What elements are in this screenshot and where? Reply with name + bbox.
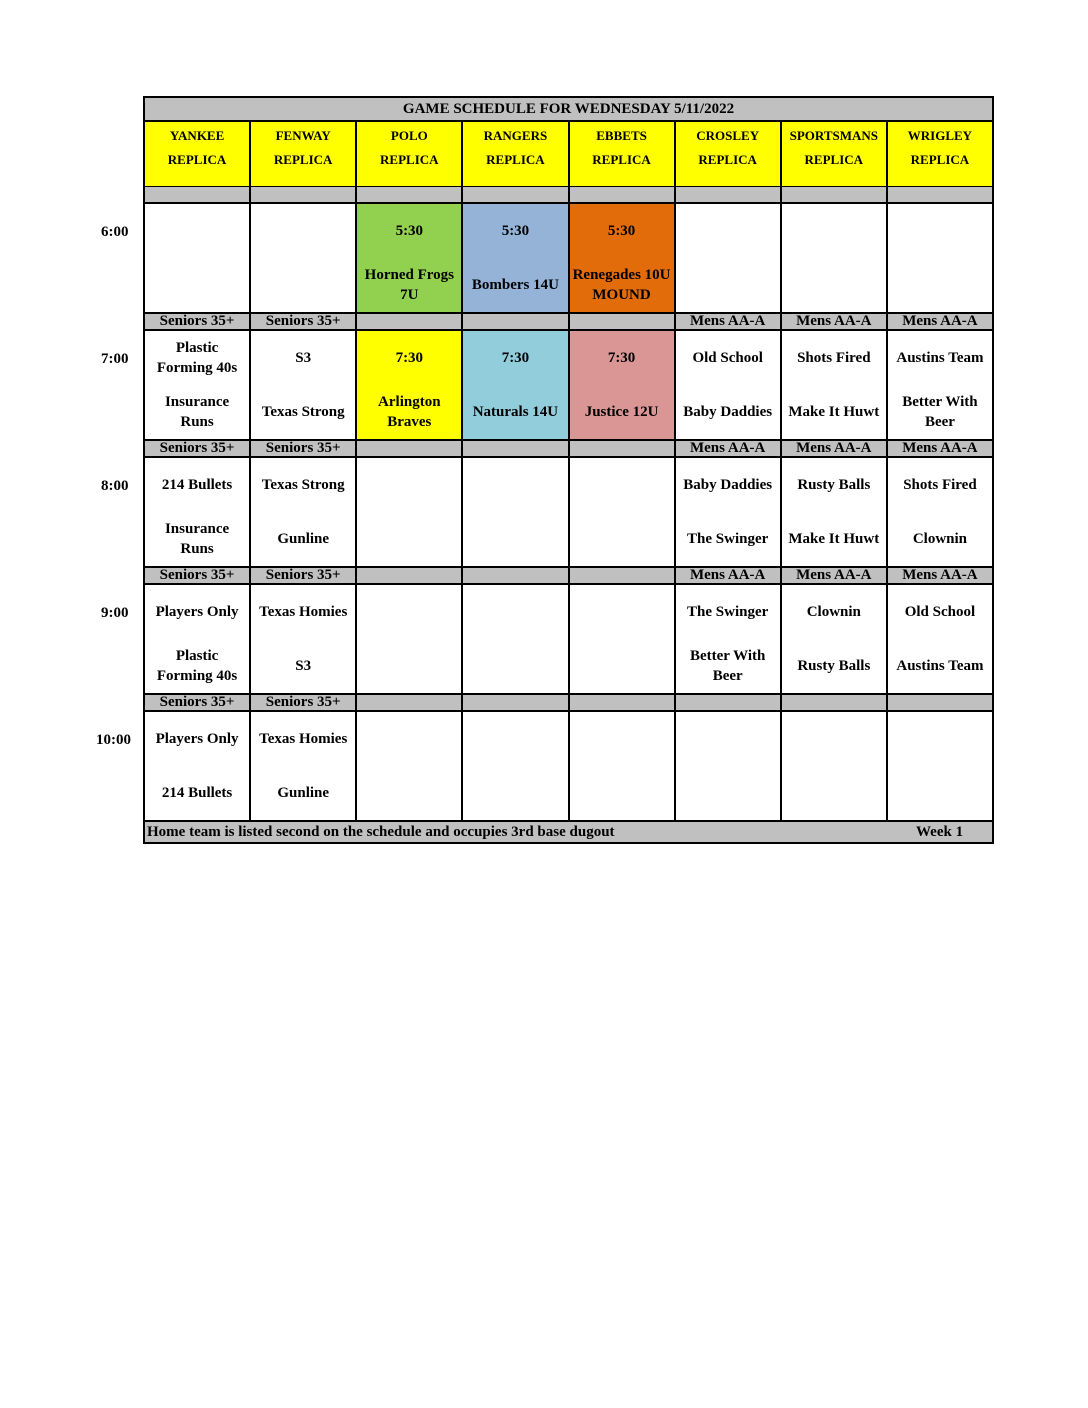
field-subtitle: REPLICA — [910, 152, 970, 167]
game-top-entry: Texas Homies — [259, 731, 348, 747]
game-top-entry: Old School — [692, 350, 763, 366]
field-header-row — [145, 122, 992, 187]
game-cell — [886, 331, 992, 439]
game-cell — [674, 585, 780, 693]
league-label — [355, 568, 461, 583]
game-bottom-entry — [570, 766, 674, 820]
game-bottom-entry: Renegades 10U MOUND — [572, 267, 671, 303]
game-bottom-entry: Insurance Runs — [164, 394, 230, 430]
schedule-table — [143, 96, 994, 844]
header-spacer-band — [145, 187, 992, 204]
league-label: Seniors 35+ — [145, 695, 249, 710]
league-label: Seniors 35+ — [145, 314, 249, 329]
game-top-entry — [676, 204, 780, 258]
field-name: FENWAY — [275, 128, 331, 143]
field-subtitle: REPLICA — [273, 152, 333, 167]
game-top-entry — [570, 712, 674, 766]
game-cell — [355, 712, 461, 820]
game-top-entry: 5:30 — [607, 223, 636, 239]
league-label — [355, 441, 461, 456]
game-top-entry: 7:30 — [501, 350, 530, 366]
field-subtitle: REPLICA — [592, 152, 651, 167]
field-header-fenway — [249, 122, 355, 186]
league-label — [461, 568, 567, 583]
game-cell — [355, 585, 461, 693]
game-bottom-entry: Rusty Balls — [797, 658, 871, 674]
spacer-cell — [674, 187, 780, 202]
field-name: POLO — [390, 128, 428, 143]
league-label — [568, 695, 674, 710]
game-bottom-entry — [570, 512, 674, 566]
league-label: Seniors 35+ — [249, 314, 355, 329]
game-cell — [780, 331, 886, 439]
field-header-sportsmans — [780, 122, 886, 186]
game-top-entry — [357, 712, 461, 766]
field-name: SPORTSMANS — [789, 128, 879, 143]
game-top-entry: Rusty Balls — [797, 477, 871, 493]
game-cell — [461, 204, 567, 312]
league-label: Seniors 35+ — [145, 568, 249, 583]
game-cell — [780, 204, 886, 312]
league-label: Mens AA-A — [886, 314, 992, 329]
game-bottom-entry: Austins Team — [896, 658, 984, 674]
game-top-entry: Old School — [904, 604, 976, 620]
game-bottom-entry: Baby Daddies — [683, 404, 773, 420]
field-header-rangers — [461, 122, 567, 186]
league-label: Mens AA-A — [780, 314, 886, 329]
game-top-entry: Texas Homies — [259, 604, 348, 620]
field-subtitle: REPLICA — [486, 152, 545, 167]
spacer-cell — [780, 187, 886, 202]
time-label: 9:00 — [101, 605, 129, 621]
game-top-entry: 5:30 — [395, 223, 424, 239]
game-top-entry: Players Only — [155, 604, 239, 620]
game-cell — [780, 585, 886, 693]
schedule-footer — [145, 822, 992, 842]
league-label: Seniors 35+ — [249, 441, 355, 456]
game-cell — [886, 204, 992, 312]
week-label: Week 1 — [916, 824, 964, 840]
game-cell — [249, 585, 355, 693]
time-label: 7:00 — [101, 351, 129, 367]
game-cell — [886, 585, 992, 693]
field-name: WRIGLEY — [907, 128, 973, 143]
game-bottom-entry: Bombers 14U — [471, 277, 559, 293]
league-band — [145, 568, 992, 585]
game-cell — [886, 458, 992, 566]
game-top-entry: Players Only — [155, 731, 239, 747]
league-label — [568, 568, 674, 583]
game-bottom-entry — [888, 766, 992, 820]
field-name: YANKEE — [169, 128, 225, 143]
game-bottom-entry — [676, 766, 780, 820]
game-cell — [355, 458, 461, 566]
field-subtitle: REPLICA — [167, 152, 227, 167]
league-label — [355, 314, 461, 329]
game-bottom-entry: Gunline — [277, 531, 330, 547]
game-cell — [568, 458, 674, 566]
game-bottom-entry: Make It Huwt — [788, 531, 880, 547]
game-top-entry — [463, 712, 567, 766]
game-cell — [145, 712, 249, 820]
game-bottom-entry — [782, 258, 886, 312]
league-band — [145, 695, 992, 712]
game-cell — [674, 204, 780, 312]
league-label — [886, 695, 992, 710]
game-cell — [780, 458, 886, 566]
league-label: Mens AA-A — [780, 441, 886, 456]
time-slot-row — [145, 331, 992, 441]
game-cell — [886, 712, 992, 820]
game-cell — [674, 712, 780, 820]
league-label: Seniors 35+ — [249, 568, 355, 583]
game-top-entry — [251, 204, 355, 258]
game-cell — [145, 458, 249, 566]
game-bottom-entry — [570, 639, 674, 693]
game-top-entry: 7:30 — [607, 350, 636, 366]
game-cell — [249, 204, 355, 312]
game-bottom-entry — [357, 639, 461, 693]
game-cell — [674, 458, 780, 566]
game-cell — [461, 585, 567, 693]
spacer-cell — [886, 187, 992, 202]
game-bottom-entry: Gunline — [277, 785, 330, 801]
game-top-entry: 5:30 — [501, 223, 530, 239]
game-bottom-entry: Arlington Braves — [378, 394, 441, 430]
field-name: RANGERS — [483, 128, 548, 143]
game-bottom-entry: Horned Frogs 7U — [364, 267, 454, 303]
game-bottom-entry: Justice 12U — [584, 404, 659, 420]
spacer-cell — [249, 187, 355, 202]
game-cell — [568, 204, 674, 312]
game-bottom-entry — [463, 766, 567, 820]
game-cell — [145, 331, 249, 439]
game-bottom-entry — [357, 766, 461, 820]
game-top-entry — [782, 712, 886, 766]
home-team-note: Home team is listed second on the schedule and occupies 3rd base dugout — [147, 824, 615, 840]
game-top-entry — [463, 458, 567, 512]
game-bottom-entry: Better With Beer — [689, 648, 766, 684]
time-slot-row — [145, 458, 992, 568]
game-cell — [568, 712, 674, 820]
game-cell — [568, 331, 674, 439]
game-bottom-entry — [676, 258, 780, 312]
field-header-polo — [355, 122, 461, 186]
game-cell — [355, 204, 461, 312]
league-label: Mens AA-A — [780, 568, 886, 583]
spacer-cell — [145, 187, 249, 202]
game-cell — [674, 331, 780, 439]
time-label: 10:00 — [96, 732, 131, 748]
league-label: Mens AA-A — [674, 441, 780, 456]
league-label — [461, 314, 567, 329]
game-top-entry: Baby Daddies — [683, 477, 773, 493]
league-label: Mens AA-A — [674, 568, 780, 583]
league-band — [145, 314, 992, 331]
game-top-entry — [888, 204, 992, 258]
game-bottom-entry — [251, 258, 355, 312]
field-subtitle: REPLICA — [698, 152, 757, 167]
game-top-entry — [888, 712, 992, 766]
game-top-entry — [782, 204, 886, 258]
game-cell — [145, 204, 249, 312]
league-label — [461, 441, 567, 456]
field-header-crosley — [674, 122, 780, 186]
game-cell — [355, 331, 461, 439]
spacer-cell — [355, 187, 461, 202]
spacer-cell — [461, 187, 567, 202]
game-top-entry: The Swinger — [687, 604, 769, 620]
game-cell — [780, 712, 886, 820]
league-band — [145, 441, 992, 458]
field-name: CROSLEY — [696, 128, 760, 143]
league-label: Mens AA-A — [886, 568, 992, 583]
game-top-entry: Texas Strong — [261, 477, 345, 493]
game-top-entry: S3 — [295, 350, 312, 366]
game-bottom-entry: S3 — [295, 658, 312, 674]
spacer-cell — [568, 187, 674, 202]
game-top-entry: 7:30 — [395, 350, 424, 366]
game-bottom-entry — [463, 639, 567, 693]
game-bottom-entry: 214 Bullets — [161, 785, 233, 801]
game-bottom-entry — [357, 512, 461, 566]
game-cell — [568, 585, 674, 693]
league-label — [674, 695, 780, 710]
game-bottom-entry: Better With Beer — [902, 394, 978, 430]
league-label — [461, 695, 567, 710]
game-top-entry — [570, 585, 674, 639]
game-bottom-entry — [145, 258, 249, 312]
time-slot-row — [145, 204, 992, 314]
game-bottom-entry — [782, 766, 886, 820]
field-subtitle: REPLICA — [380, 152, 439, 167]
game-cell — [249, 712, 355, 820]
league-label: Mens AA-A — [886, 441, 992, 456]
game-top-entry — [145, 204, 249, 258]
field-header-wrigley — [886, 122, 992, 186]
game-bottom-entry — [888, 258, 992, 312]
field-subtitle: REPLICA — [804, 152, 864, 167]
game-cell — [249, 458, 355, 566]
field-header-ebbets — [568, 122, 674, 186]
league-label — [568, 441, 674, 456]
game-bottom-entry: Insurance Runs — [164, 521, 230, 557]
time-slot-row — [145, 585, 992, 695]
league-label: Seniors 35+ — [145, 441, 249, 456]
field-header-yankee — [145, 122, 249, 186]
league-label: Seniors 35+ — [249, 695, 355, 710]
league-label — [780, 695, 886, 710]
time-label: 8:00 — [101, 478, 129, 494]
game-top-entry: 214 Bullets — [161, 477, 233, 493]
game-top-entry — [357, 585, 461, 639]
league-label — [355, 695, 461, 710]
league-label: Mens AA-A — [674, 314, 780, 329]
game-top-entry: Shots Fired — [903, 477, 977, 493]
time-slot-row — [145, 712, 992, 822]
game-top-entry — [570, 458, 674, 512]
game-cell — [461, 458, 567, 566]
game-top-entry: Clownin — [806, 604, 861, 620]
game-bottom-entry — [463, 512, 567, 566]
field-name: EBBETS — [596, 128, 647, 143]
game-bottom-entry: The Swinger — [687, 531, 769, 547]
league-label — [568, 314, 674, 329]
schedule-title: GAME SCHEDULE FOR WEDNESDAY 5/11/2022 — [145, 98, 992, 122]
game-cell — [461, 712, 567, 820]
game-top-entry — [357, 458, 461, 512]
game-top-entry — [676, 712, 780, 766]
game-top-entry — [463, 585, 567, 639]
game-top-entry: Plastic Forming 40s — [156, 340, 238, 376]
game-cell — [461, 331, 567, 439]
game-top-entry: Shots Fired — [797, 350, 871, 366]
game-cell — [145, 585, 249, 693]
time-label: 6:00 — [101, 224, 129, 240]
game-bottom-entry: Clownin — [912, 531, 968, 547]
game-bottom-entry: Texas Strong — [261, 404, 345, 420]
game-bottom-entry: Make It Huwt — [788, 404, 880, 420]
game-top-entry: Austins Team — [896, 350, 984, 366]
game-cell — [249, 331, 355, 439]
game-bottom-entry: Naturals 14U — [472, 404, 559, 420]
game-bottom-entry: Plastic Forming 40s — [156, 648, 238, 684]
